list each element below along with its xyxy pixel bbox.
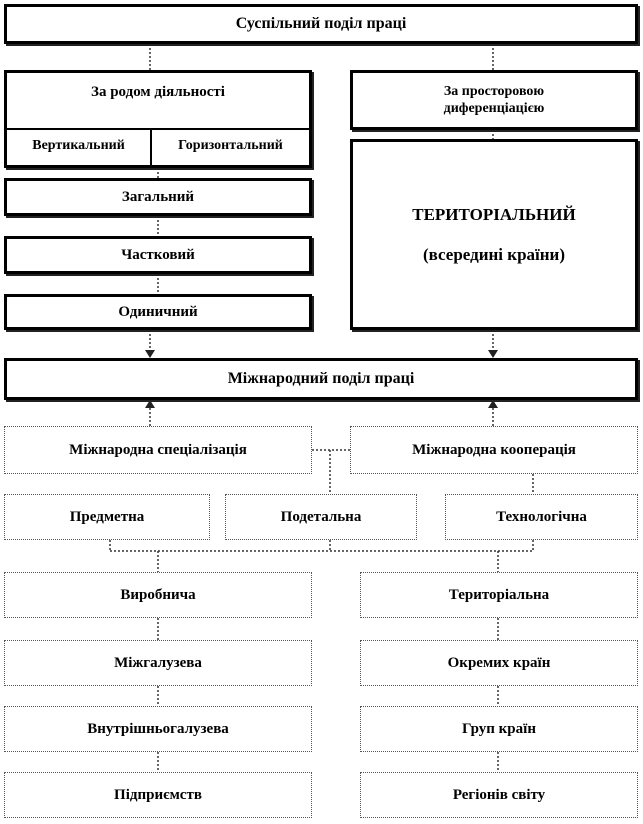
cooperation-label: Міжнародна кооперація: [412, 441, 576, 458]
single-level-box: [4, 294, 312, 330]
subject-type-box: [4, 494, 210, 540]
territorial-form-label: Територіальна: [448, 586, 550, 603]
international-division-box: [4, 358, 638, 400]
cooperation-box: [350, 426, 638, 474]
production-box: [4, 572, 312, 618]
spatial-differentiation-box: [350, 70, 638, 130]
individual-countries-box: [360, 640, 638, 686]
specialization-label: Міжнародна спеціалізація: [69, 441, 247, 458]
detail-type-box: [225, 494, 417, 540]
territorial-box: [350, 139, 638, 330]
activity-kind-box: [4, 70, 312, 168]
enterprises-box: [4, 772, 312, 818]
intersectoral-box: [4, 640, 312, 686]
social-division-box: [4, 4, 638, 44]
arrow-up-icon: [145, 400, 155, 408]
country-groups-box: [360, 706, 638, 752]
arrow-down-icon: [488, 350, 498, 358]
partial-level-box: [4, 236, 312, 274]
detail-type-label: Подетальна: [280, 508, 362, 525]
world-regions-box: [360, 772, 638, 818]
tech-type-label: Технологічна: [496, 508, 587, 525]
activity-kind-label: За родом діяльності: [91, 84, 225, 100]
territorial-form-box: [360, 572, 638, 618]
spatial-differentiation-line1: За просторовою: [443, 83, 545, 99]
territorial-title: ТЕРИТОРІАЛЬНИЙ: [412, 205, 576, 225]
intersectoral-label: Міжгалузева: [114, 654, 202, 671]
arrow-up-icon: [488, 400, 498, 408]
social-division-label: Суспільний поділ праці: [235, 15, 407, 32]
arrow-down-icon: [145, 350, 155, 358]
spatial-differentiation-line2: диференціацією: [443, 101, 545, 116]
tech-type-box: [445, 494, 638, 540]
enterprises-label: Підприємств: [114, 786, 202, 803]
individual-countries-label: Окремих країн: [447, 654, 551, 671]
production-label: Виробнича: [120, 586, 196, 603]
world-regions-label: Регіонів світу: [452, 786, 546, 803]
intrasectoral-box: [4, 706, 312, 752]
specialization-box: [4, 426, 312, 474]
single-level-label: Одиничний: [118, 303, 198, 320]
international-division-label: Міжнародний поділ праці: [227, 370, 415, 387]
subject-type-label: Предметна: [69, 508, 145, 525]
intrasectoral-label: Внутрішньогалузева: [87, 720, 229, 737]
partial-level-label: Частковий: [121, 246, 195, 263]
activity-kind-divider: [7, 128, 309, 130]
country-groups-label: Груп країн: [462, 720, 536, 737]
general-level-label: Загальний: [121, 188, 195, 205]
horizontal-division-label: Горизонтальний: [178, 138, 283, 153]
vertical-division-label: Вертикальний: [32, 138, 125, 153]
general-level-box: [4, 178, 312, 216]
territorial-subtitle: (всередині країни): [422, 244, 565, 264]
